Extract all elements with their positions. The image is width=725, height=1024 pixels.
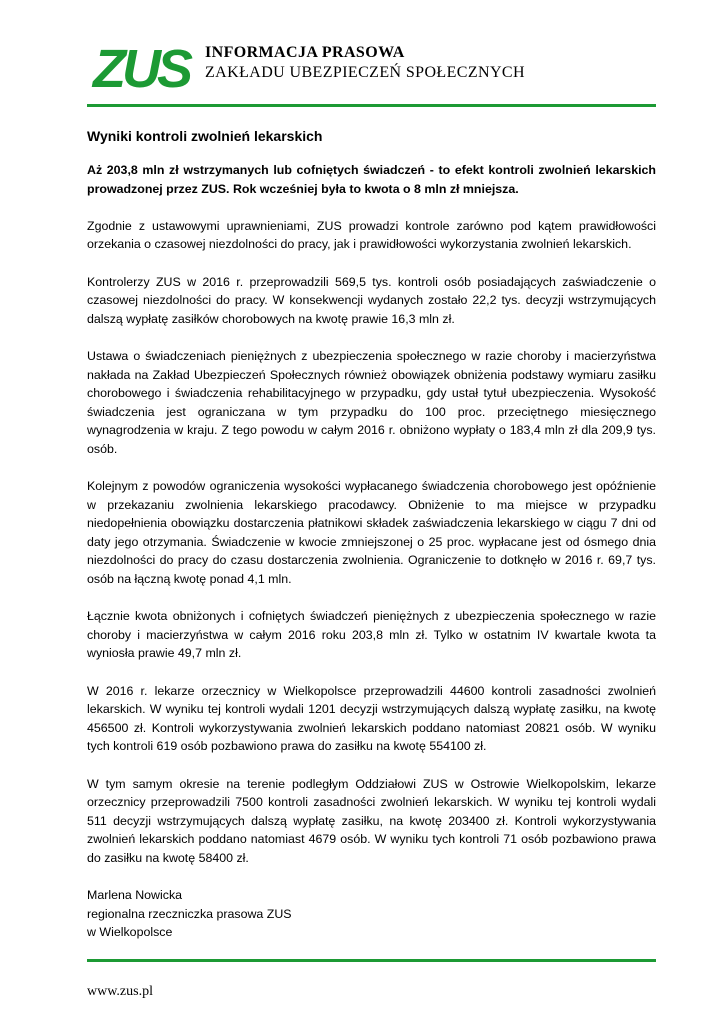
paragraph: Ustawa o świadczeniach pieniężnych z ubezpieczenia społecznego w razie choroby i macierzyństwa nakłada na Zakład Ubezpieczeń Społecznych również obowiązek obniżenia podstawy wymiaru zasiłku chorobowego i świadczenia rehabilitacyjnego w przypadku, gdy ustał tytuł ubezpieczenia. Wysokość świadczenia jest ograniczana w tym przypadku do 100 proc. przeciętnego miesięcznego wynagrodzenia w kraju. Z tego powodu w całym 2016 r. obniżono wypłaty o 183,4 mln zł dla 209,9 tys. osób. [87,348,656,456]
paragraph: W 2016 r. lekarze orzecznicy w Wielkopolsce przeprowadzili 44600 kontroli zasadności zwolnień lekarskich. W wyniku tej kontroli wydali 1201 decyzji wstrzymujących dalszą wypłatę zasiłku, na kwotę 456500 zł. Kontroli wykorzystywania zwolnień lekarskich poddano natomiast 20821 osób. W wyniku tych kontroli 619 osób pozbawiono prawa do zasiłku na kwotę 554100 zł. [87,683,656,754]
paragraph: Łącznie kwota obniżonych i cofniętych świadczeń pieniężnych z ubezpieczenia społecznego w razie choroby i macierzyństwa w całym 2016 roku 203,8 mln zł. Tylko w ostatnim IV kwartale kwota ta wyniosła prawie 49,7 mln zł. [87,609,656,661]
footer-divider [87,959,656,962]
signature-role: regionalna rzeczniczka prasowa ZUS [87,906,292,921]
logo-text: ZUS [93,39,189,99]
article-title: Wyniki kontroli zwolnień lekarskich [87,128,323,144]
header-divider [87,104,656,107]
signature [87,886,656,942]
zus-logo [93,39,189,99]
signature-name: Marlena Nowicka [87,888,183,903]
paragraph: W tym samym okresie na terenie podległym Oddziałowi ZUS w Ostrowie Wielkopolskim, lekarze orzecznicy przeprowadzili 7500 kontroli zasadności zwolnień lekarskich. W wyniku tej kontroli wydali 511 decyzji wstrzymujących dalszą wypłatę zasiłku, na kwotę 203400 zł. Kontroli wykorzystywania zwolnień lekarskich poddano natomiast 4679 osób. W wyniku tych kontroli 71 osób pozbawiono prawa do zasiłku na kwotę 58400 zł. [87,776,656,865]
signature-region: w Wielkopolsce [87,925,173,940]
footer-url[interactable]: www.zus.pl [87,984,153,999]
article [87,127,656,942]
paragraph: Zgodnie z ustawowymi uprawnieniami, ZUS prowadzi kontrole zarówno pod kątem prawidłowości orzekania o czasowej niezdolności do pracy, jak i prawidłowości wykorzystania zwolnień lekarskich. [87,218,656,252]
article-lead: Aż 203,8 mln zł wstrzymanych lub cofniętych świadczeń - to efekt kontroli zwolnień lekarskich prowadzonej przez ZUS. Rok wcześniej była to kwota o 8 mln zł mniejsza. [87,163,656,196]
header-subtitle: ZAKŁADU UBEZPIECZEŃ SPOŁECZNYCH [205,64,525,81]
paragraph: Kolejnym z powodów ograniczenia wysokości wypłacanego świadczenia chorobowego jest opóźnienie w przekazaniu zwolnienia lekarskiego pracodawcy. Obniżenie to ma miejsce w przypadku niedopełnienia obowiązku dostarczenia płatnikowi składek zaświadczenia lekarskiego w ciągu 7 dni od daty jego otrzymania. Świadczenie w kwocie zmniejszonej o 25 proc. wypłacane jest od ósmego dnia niezdolności do pracy do czasu dostarczenia zwolnienia. Ograniczenie to dotknęło w 2016 r. 69,7 tys. osób na łączną kwotę ponad 4,1 mln. [87,479,656,587]
paragraph: Kontrolerzy ZUS w 2016 r. przeprowadzili 569,5 tys. kontroli osób posiadających zaświadczenie o czasowej niezdolności do pracy. W konsekwencji wydanych zostało 22,2 tys. decyzji wstrzymujących dalszą wypłatę zasiłków chorobowych na kwotę prawie 16,3 mln zł. [87,274,656,326]
header-title: INFORMACJA PRASOWA [205,44,405,61]
